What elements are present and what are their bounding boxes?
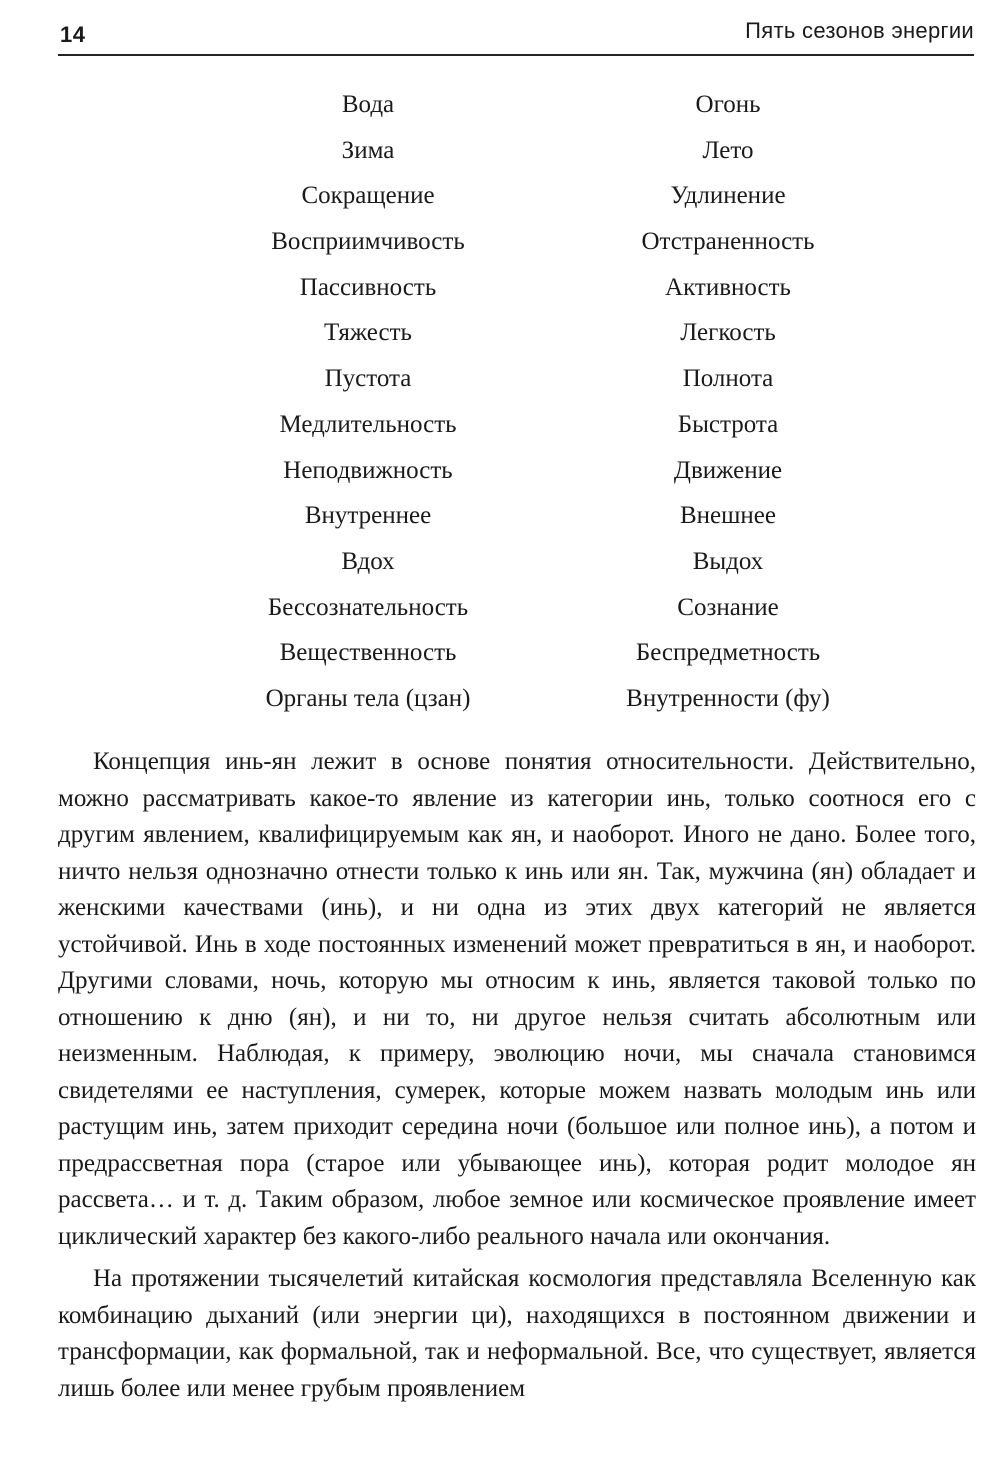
pair-row (0, 131, 1000, 177)
yin-term: Восприимчивость (271, 228, 465, 256)
pair-row (0, 222, 1000, 268)
yang-term: Активность (665, 273, 791, 301)
yin-term: Сокращение (301, 182, 435, 210)
yin-term: Пассивность (299, 273, 437, 301)
yang-term: Легкость (680, 319, 776, 347)
yang-term: Внутренности (фу) (626, 684, 830, 712)
yang-term: Полнота (682, 365, 774, 393)
yang-term: Сознание (677, 593, 779, 621)
page-header (58, 14, 974, 56)
yang-term: Удлинение (670, 182, 786, 210)
pair-row (0, 542, 1000, 588)
yin-term: Пустота (324, 365, 412, 393)
yang-term: Движение (673, 456, 783, 484)
pair-row (0, 359, 1000, 405)
pair-row (0, 85, 1000, 131)
pair-row (0, 633, 1000, 679)
yin-term: Зима (341, 136, 395, 164)
pair-row (0, 405, 1000, 451)
yin-term: Органы тела (цзан) (265, 684, 471, 712)
pair-row (0, 176, 1000, 222)
yin-term: Вдох (341, 547, 395, 575)
yang-term: Быстрота (677, 410, 779, 438)
yin-term: Вещественность (279, 639, 457, 667)
yin-yang-pairs-table (0, 85, 1000, 725)
pair-row (0, 679, 1000, 725)
pair-row (0, 588, 1000, 634)
yin-term: Тяжесть (324, 319, 412, 347)
yang-term: Беспредметность (635, 639, 821, 667)
yin-term: Медлительность (279, 410, 457, 438)
pair-row (0, 496, 1000, 542)
yin-term: Вода (341, 91, 395, 118)
yang-term: Выдох (692, 547, 764, 575)
yang-term: Отстраненность (641, 228, 815, 256)
page-number: 14 (60, 22, 86, 47)
yang-term: Внешнее (680, 502, 776, 530)
running-title: Пять сезонов энергии (745, 18, 974, 43)
yang-term: Лето (702, 136, 754, 164)
pair-row (0, 313, 1000, 359)
yang-term: Огонь (695, 91, 761, 118)
body-text (58, 744, 976, 1407)
yin-term: Внутреннее (304, 502, 432, 530)
pair-row (0, 268, 1000, 314)
pair-row (0, 451, 1000, 497)
yin-term: Бессознательность (267, 593, 469, 621)
yin-term: Неподвижность (283, 456, 453, 484)
paragraph-relativity: Концепция инь-ян лежит в основе понятия относительности. Действительно, можно рассматривать какое-то явление из категории инь, только соотнося его с другим явлением, квалифицируемым как ян, и наоборот. Иного не дано. Более того, ничто нельзя однозначно отнести только к инь или ян. Так, мужчина (ян) обладает и женскими качествами (инь), и ни одна из этих двух категорий не является устойчивой. Инь в ходе постоянных изменений может превратиться в ян, и наоборот. Другими словами, ночь, которую мы относим к инь, является таковой только по отношению к дню (ян), и ни то, ни другое нельзя считать абсолютным или неизменным. Наблюдая, к примеру, эволюцию ночи, мы сначала становимся свидетелями ее наступления, сумерек, которые можем назвать молодым инь или растущим инь, затем приходит середина ночи (большое или полное инь), а потом и предрассветная пора (старое или убывающее инь), которая родит молодое ян рассвета… и т. д. Таким образом, любое земное или космическое проявление имеет циклический характер без какого-либо реального начала или окончания. (58, 748, 976, 1250)
paragraph-cosmology: На протяжении тысячелетий китайская космология представляла Вселенную как комбинацию дыханий (или энергии ци), находящихся в постоянном движении и трансформации, как формальной, так и неформальной. Все, что существует, является лишь более или менее грубым проявлением (58, 1265, 976, 1402)
